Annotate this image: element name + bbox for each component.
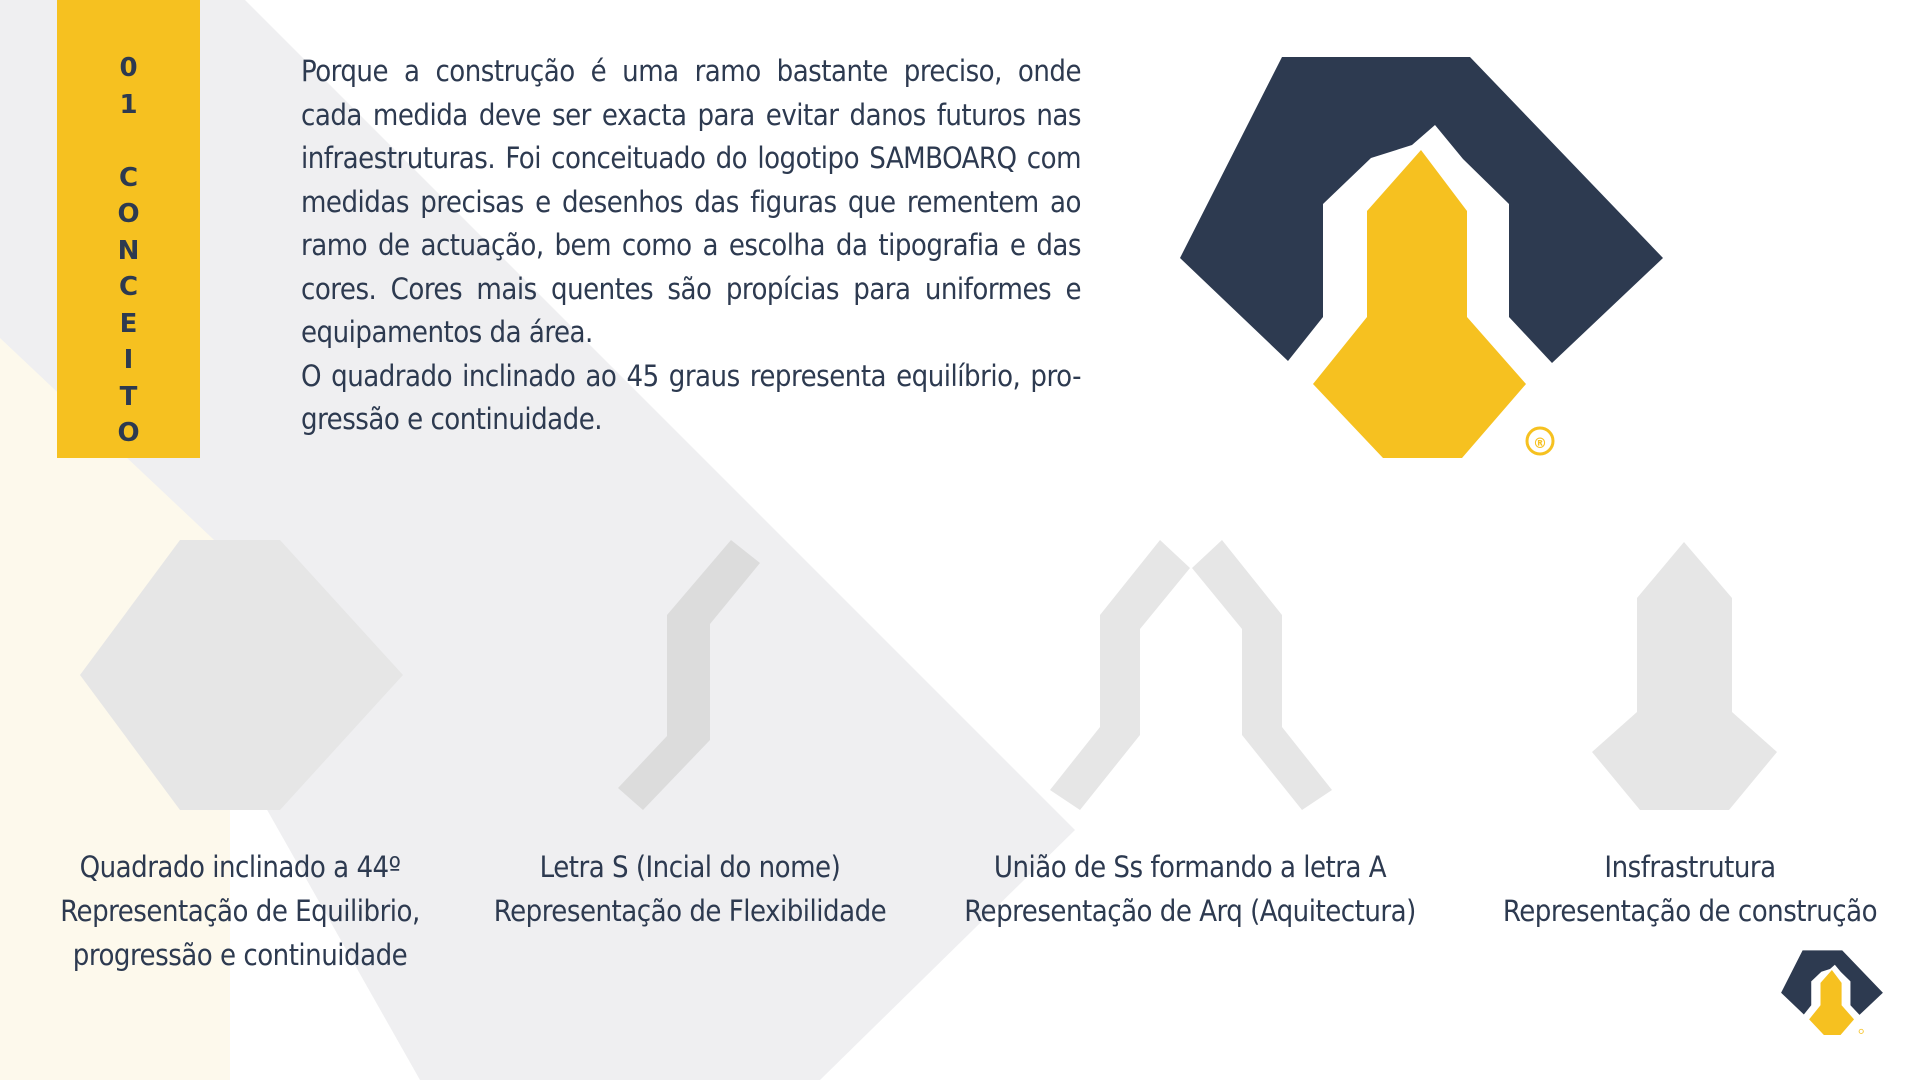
tab-char: N	[117, 235, 140, 266]
caption-line: Letra S (Incial do nome)	[539, 850, 841, 884]
tab-char: C	[118, 162, 139, 193]
concept-paragraph: Porque a construção é uma ramo bastante preciso, onde cada medida deve ser exacta para evitar danos futuros nas infraestruturas. Foi conceituado do logotipo SAMBOARQ com medidas precisas e desenhos das figuras que rementem ao ramo de actuação, bem como a escolha da tipografia e das cores. Cores mais quentes são propícias para uniformes e equipamentos da área.	[301, 54, 1081, 349]
samboarq-logo	[1180, 55, 1663, 463]
caption-line: Quadrado inclinado a 44º	[79, 850, 401, 884]
tab-char: 1	[119, 89, 138, 120]
tab-char: E	[119, 308, 138, 339]
caption-letter-a	[950, 845, 1430, 933]
concept-description	[301, 50, 1081, 442]
section-tab	[57, 0, 200, 458]
caption-line: Insfrastrutura	[1604, 850, 1776, 884]
caption-line: Representação de construção	[1502, 894, 1878, 928]
caption-letter-s	[480, 845, 900, 933]
tab-char: 0	[119, 53, 138, 83]
diamond-shape	[80, 540, 403, 810]
registered-mark: ®	[1533, 436, 1547, 452]
tab-char: O	[117, 199, 140, 229]
caption-line: União de Ss formando a letra A	[993, 850, 1387, 884]
tab-char: I	[123, 345, 134, 375]
caption-line: progressão e continuidade	[72, 938, 408, 972]
caption-line: Representação de Arq (Aquitectura)	[964, 894, 1416, 928]
letter-s-shape	[618, 540, 760, 810]
caption-square	[40, 845, 440, 977]
tab-char: O	[117, 418, 140, 448]
concept-paragraph: O quadrado inclinado ao 45 graus representa equilíbrio, pro-gressão e continuidade.	[301, 358, 1081, 436]
infrastructure-shape	[1592, 542, 1777, 810]
caption-line: Representação de Flexibilidade	[493, 894, 887, 928]
tab-char	[57, 123, 200, 160]
samboarq-mini-logo	[1781, 950, 1883, 1036]
caption-infrastructure	[1480, 845, 1900, 933]
section-tab-label	[57, 50, 200, 452]
tab-char: T	[119, 381, 138, 412]
caption-line: Representação de Equilibrio,	[60, 894, 420, 928]
tab-char: C	[118, 272, 139, 302]
letter-a-shape	[1050, 540, 1332, 810]
logo-yellow-column	[1313, 150, 1526, 458]
